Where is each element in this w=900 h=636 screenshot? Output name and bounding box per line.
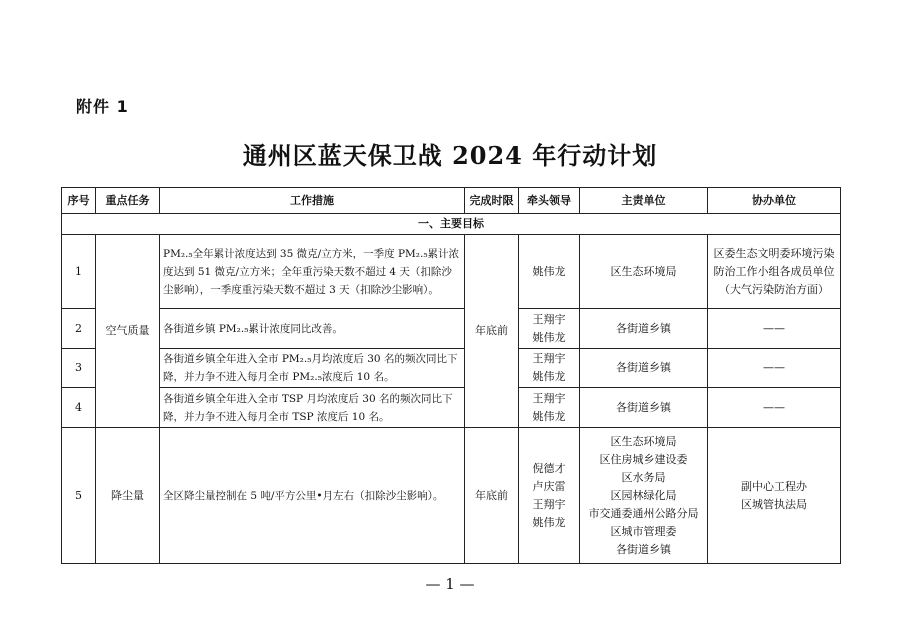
- row-measure: 各街道乡镇全年进入全市 TSP 月均浓度后 30 名的频次同比下降，并力争不进入每月全市 TSP 浓度后 10 名。: [160, 388, 465, 428]
- lead-unit: 市交通委通州公路分局: [588, 506, 699, 520]
- row-leaders: [519, 428, 580, 564]
- header-task: 重点任务: [96, 188, 160, 214]
- row-leaders: [519, 309, 580, 349]
- row-no: 1: [62, 235, 96, 309]
- row-no: 2: [62, 309, 96, 349]
- assist-unit: ——: [763, 400, 785, 414]
- leader-name: 倪德才: [532, 461, 566, 475]
- page-number: — 1 —: [425, 575, 475, 593]
- leader-name: 王翔宇: [532, 497, 566, 511]
- table-row: [62, 309, 841, 349]
- row-lead-units: [580, 349, 708, 388]
- lead-unit: 区生态环境局: [610, 264, 677, 278]
- row-lead-units: [580, 235, 708, 309]
- row-assist-units: [708, 349, 841, 388]
- assist-unit: ——: [763, 361, 785, 374]
- row-measure: 各街道乡镇 PM₂.₅累计浓度同比改善。: [160, 309, 465, 349]
- task-dust-fall: 降尘量: [96, 428, 160, 564]
- row-no: 3: [62, 349, 96, 388]
- table-header-row: [62, 188, 841, 214]
- header-no: 序号: [62, 188, 96, 214]
- row-no: 5: [62, 428, 96, 564]
- attachment-label: 附件 1: [76, 97, 129, 116]
- lead-unit: 区生态环境局: [610, 434, 677, 448]
- lead-unit: 区水务局: [621, 470, 666, 484]
- leader-name: 卢庆雷: [532, 479, 566, 493]
- lead-unit: 各街道乡镇: [616, 361, 671, 374]
- row-assist-units: [708, 235, 841, 309]
- section-row: [62, 214, 841, 235]
- task-air-quality: 空气质量: [96, 235, 160, 428]
- row-leaders: [519, 349, 580, 388]
- leader-name: 姚伟龙: [532, 515, 566, 529]
- lead-unit: 区园林绿化局: [610, 488, 677, 502]
- table-row: [62, 428, 841, 564]
- row-measure: 全区降尘量控制在 5 吨/平方公里•月左右（扣除沙尘影响）。: [160, 428, 465, 564]
- lead-unit: 区城市管理委: [610, 524, 677, 538]
- row-lead-units: [580, 388, 708, 428]
- deadline-cell: 年底前: [465, 428, 519, 564]
- row-no: 4: [62, 388, 96, 428]
- header-lead-unit: 主责单位: [580, 188, 708, 214]
- row-assist-units: [708, 388, 841, 428]
- section-title: 一、主要目标: [62, 214, 841, 235]
- lead-unit: 各街道乡镇: [616, 400, 671, 414]
- row-lead-units: [580, 428, 708, 564]
- assist-unit: 区城管执法局: [741, 497, 807, 511]
- table-row: [62, 235, 841, 309]
- lead-unit: 各街道乡镇: [616, 542, 671, 556]
- deadline-cell: 年底前: [465, 235, 519, 428]
- row-leaders: [519, 388, 580, 428]
- header-assist-unit: 协办单位: [708, 188, 841, 214]
- leader-name: 姚伟龙: [532, 370, 566, 383]
- assist-unit: ——: [763, 321, 785, 335]
- row-measure: 各街道乡镇全年进入全市 PM₂.₅月均浓度后 30 名的频次同比下降，并力争不进入每月全市 PM₂.₅浓度后 10 名。: [160, 349, 465, 388]
- leader-name: 王翔宇: [532, 391, 566, 405]
- page-title: 通州区蓝天保卫战 2024 年行动计划: [242, 141, 658, 170]
- row-assist-units: [708, 309, 841, 349]
- leader-name: 姚伟龙: [532, 330, 566, 344]
- assist-unit: 区委生态文明委环境污染防治工作小组各成员单位（大气污染防治方面）: [713, 246, 835, 296]
- leader-name: 王翔宇: [532, 352, 566, 365]
- leader-name: 王翔宇: [532, 312, 566, 326]
- action-plan-table: [61, 187, 841, 564]
- row-assist-units: [708, 428, 841, 564]
- lead-unit: 各街道乡镇: [616, 321, 671, 335]
- row-measure: PM₂.₅全年累计浓度达到 35 微克/立方米，一季度 PM₂.₅累计浓度达到 51 微克/立方米；全年重污染天数不超过 4 天（扣除沙尘影响），一季度重污染天数不超过 3 天（扣除沙尘影响）。: [160, 235, 465, 309]
- assist-unit: 副中心工程办: [741, 479, 807, 493]
- row-lead-units: [580, 309, 708, 349]
- header-measure: 工作措施: [160, 188, 465, 214]
- table-row: [62, 349, 841, 388]
- row-leaders: [519, 235, 580, 309]
- leader-name: 姚伟龙: [532, 264, 566, 278]
- leader-name: 姚伟龙: [532, 409, 566, 423]
- lead-unit: 区住房城乡建设委: [599, 452, 688, 466]
- table-row: [62, 388, 841, 428]
- header-leader: 牵头领导: [519, 188, 580, 214]
- header-deadline: 完成时限: [465, 188, 519, 214]
